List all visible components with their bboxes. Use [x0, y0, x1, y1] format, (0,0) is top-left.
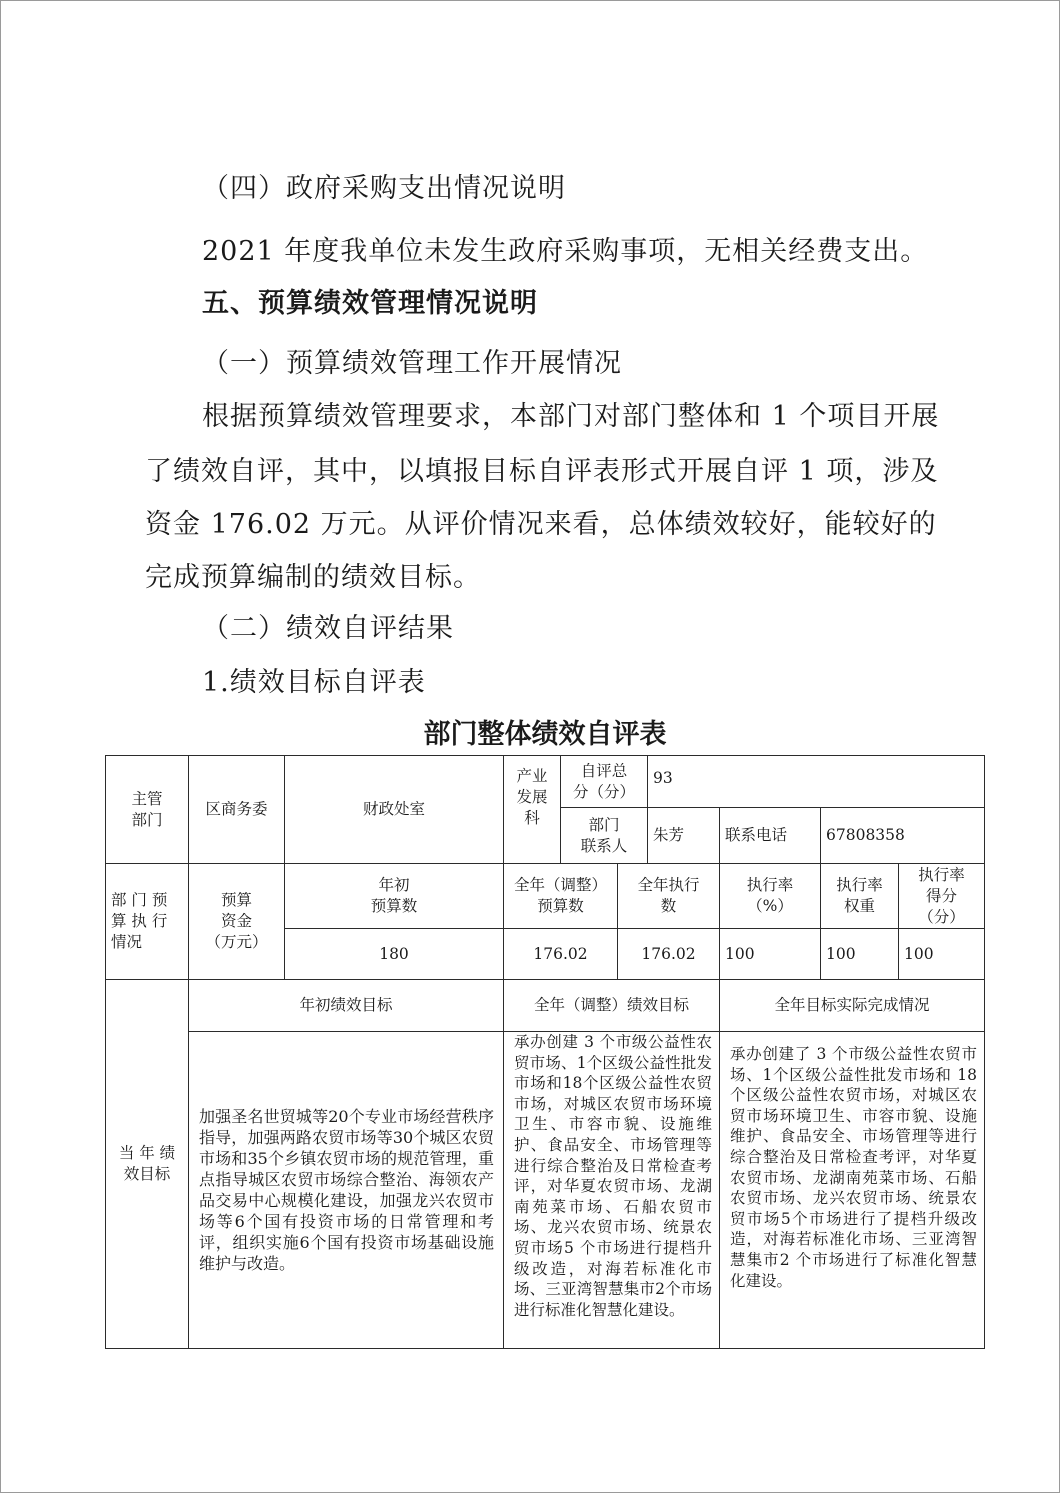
- score-value-cell: 93: [647, 755, 985, 808]
- heading-gov-procurement: （四）政府采购支出情况说明: [202, 173, 566, 204]
- col-executed: 全年执行 数: [617, 863, 720, 929]
- col-adjusted-budget: 全年（调整） 预算数: [503, 863, 618, 929]
- contact-value-cell: 朱芳: [647, 807, 720, 864]
- goal-col-adjusted: 全年（调整）绩效目标: [503, 979, 720, 1032]
- goal-adjusted-text: 承办创建 3 个市级公益性农贸市场、1个区级公益性批发市场和18个区级公益性农贸市场，对城区农贸市场环境卫生、市容市貌、设施维护、食品安全、市场管理等进行综合整治及日常检查考评，对华夏农贸市场、龙湖南苑菜市场、石船农贸市场、龙兴农贸市场、统景农贸市场5 个市场进行提档升级改造，对海若标准化市场、三亚湾智慧集市2个市场进行标准化智慧化建设。: [503, 1031, 720, 1349]
- exec-label-cell: 部 门 预 算 执 行 情况: [105, 863, 189, 980]
- val-executed: 176.02: [617, 928, 720, 980]
- paragraph-work-line-1: 根据预算绩效管理要求，本部门对部门整体和 1 个项目开展: [202, 401, 940, 432]
- col-exec-rate: 执行率 （%）: [719, 863, 821, 929]
- col-initial-budget: 年初 预算数: [284, 863, 504, 929]
- val-initial-budget: 180: [284, 928, 504, 980]
- phone-label-cell: 联系电话: [719, 807, 821, 864]
- heading-results: （二）绩效自评结果: [202, 613, 454, 644]
- heading-work-status: （一）预算绩效管理工作开展情况: [202, 348, 622, 379]
- section-value-cell: 产业 发展 科: [503, 755, 561, 864]
- fund-label-cell: 预算 资金 （万元）: [188, 863, 285, 980]
- office-value-cell: 财政处室: [284, 755, 504, 864]
- goal-initial-text: 加强圣名世贸城等20个专业市场经营秩序指导，加强两路农贸市场等30个城区农贸市场和35个乡镇农贸市场的规范管理，重点指导城区农贸市场综合整治、海领农产品交易中心规模化建设，加强龙兴农贸市场等6个国有投资市场的日常管理和考评，组织实施6个国有投资市场基础设施维护与改造。: [188, 1031, 504, 1349]
- col-rate-weight: 执行率 权重: [820, 863, 899, 929]
- val-exec-rate: 100: [719, 928, 821, 980]
- phone-value-cell: 67808358: [820, 807, 985, 864]
- heading-table-intro: 1.绩效目标自评表: [202, 667, 426, 698]
- table-title: 部门整体绩效自评表: [423, 719, 667, 750]
- val-rate-score: 100: [898, 928, 985, 980]
- val-rate-weight: 100: [820, 928, 899, 980]
- contact-label-cell: 部门 联系人: [560, 807, 648, 864]
- dept-label-cell: 主管 部门: [105, 755, 189, 864]
- goal-label-cell: 当 年 绩 效目标: [105, 979, 189, 1349]
- paragraph-work-line-4: 完成预算编制的绩效目标。: [145, 562, 481, 593]
- paragraph-work-line-2: 了绩效自评，其中，以填报目标自评表形式开展自评 1 项，涉及: [145, 456, 939, 487]
- goal-col-actual: 全年目标实际完成情况: [719, 979, 985, 1032]
- col-rate-score: 执行率 得分 （分）: [898, 863, 985, 929]
- val-adjusted-budget: 176.02: [503, 928, 618, 980]
- paragraph-work-line-3: 资金 176.02 万元。从评价情况来看，总体绩效较好，能较好的: [145, 509, 937, 540]
- paragraph-gov-procurement: 2021 年度我单位未发生政府采购事项，无相关经费支出。: [202, 236, 929, 267]
- score-label-cell: 自评总 分（分）: [560, 755, 648, 808]
- dept-value-cell: 区商务委: [188, 755, 285, 864]
- heading-section-five: 五、预算绩效管理情况说明: [202, 288, 538, 319]
- goal-actual-text: 承办创建了 3 个市级公益性农贸市场、1个区级公益性批发市场和 18 个区级公益性农贸市场，对城区农贸市场环境卫生、市容市貌、设施维护、食品安全、市场管理等进行综合整治及日常检查考评，对华夏农贸市场、龙湖南苑菜市场、石船农贸市场、龙兴农贸市场、统景农贸市场5个市场进行了提档升级改造，对海若标准化市场、三亚湾智慧集市2 个市场进行了标准化智慧化建设。: [719, 1031, 985, 1349]
- goal-col-initial: 年初绩效目标: [188, 979, 504, 1032]
